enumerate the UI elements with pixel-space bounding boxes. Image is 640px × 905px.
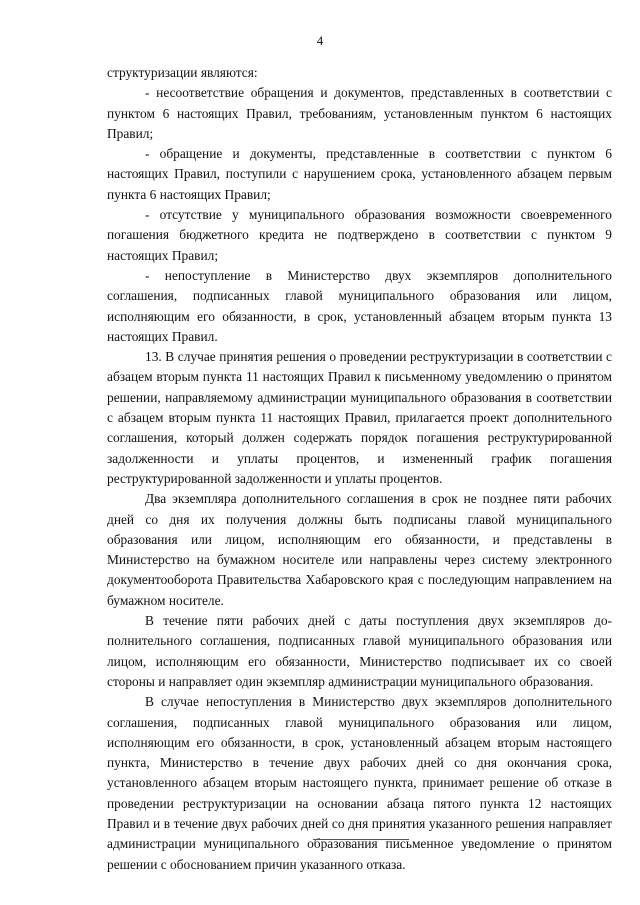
paragraph-ministry-signs: В течение пяти рабочих дней с даты поступления двух экземпляров дополнительного соглашения, подписанных главой муниципального образования или лицом, исполняющим его обязанности, Министерство подписывает их со своей стороны и направляет один экземпляр администрации муниципального образования. [107,613,612,689]
paragraph-clause-13: 13. В случае принятия решения о проведении реструктуризации в соответствии с абзацем вторым пункта 11 настоящих Правил к письменному уведомлению о принятом решении, направляемому администрации муниципального образования в соответствии с абзацем вторым пункта 11 настоящих Правил, прилагается проект дополнительного соглашения, который должен содержать порядок погашения реструктурированной задолженности и уплаты процентов, и измененный график погашения реструктурированной задолженности и уплаты процентов. [107,349,612,486]
paragraph-two-copies: Два экземпляра дополнительного соглашения в срок не позднее пяти рабочих дней со дня их получения должны быть подписаны главой муниципального образования или лицом, исполняющим его обязанности, и представлены в Министерство на бумажном носителе или направлены через систему электронного документооборота Правительства Хабаровского края с последующим направлением на бумажном носителе. [107,491,612,608]
paragraph-refusal: В случае непоступления в Министерство двух экземпляров дополнительного соглашения, подписанных главой муниципального образования или лицом, исполняющим его обязанности, в срок, установленный абзацем вторым настоящего пункта, Министерство в течение двух рабочих дней со дня окончания срока, установленного абзацем вторым настоящего пункта, принимает решение об отказе в проведении реструктуризации на основании абзаца пятого пункта 12 настоящих Правил и в течение двух рабочих дней со дня принятия указанного решения направляет администрации муниципального образования письменное уведомление о принятом решении с обоснованием причин указанного отказа. [107,694,612,872]
document-body [107,63,612,875]
footer-divider [313,839,409,840]
list-item-noncompliance: - несоответствие обращения и документов, представленных в соответствии с пунктом 6 настоящих Правил, требованиям, установленным пунктом 6 настоящих Правил; [107,85,612,141]
list-item-agreement-not-received: - непоступление в Министерство двух экземпляров дополнительного соглашения, подписанных главой муниципального образования или лицом, исполняющим его обязанности, в срок, установленный абзацем вторым пункта 13 настоящих Правил. [107,267,612,344]
list-item-late-submission: - обращение и документы, представленные в соответствии с пунктом 6 настоящих Правил, поступили с нарушением срока, установленного абзацем первым пункта 6 настоящих Правил; [107,146,612,202]
paragraph-continuation: структуризации являются: [107,65,258,80]
list-item-no-repayment-ability: - отсутствие у муниципального образования возможности своевременного погашения бюджетного кредита не подтверждено в соответствии с пунктом 9 настоящих Правил; [107,207,612,263]
page-number: 4 [316,33,324,48]
